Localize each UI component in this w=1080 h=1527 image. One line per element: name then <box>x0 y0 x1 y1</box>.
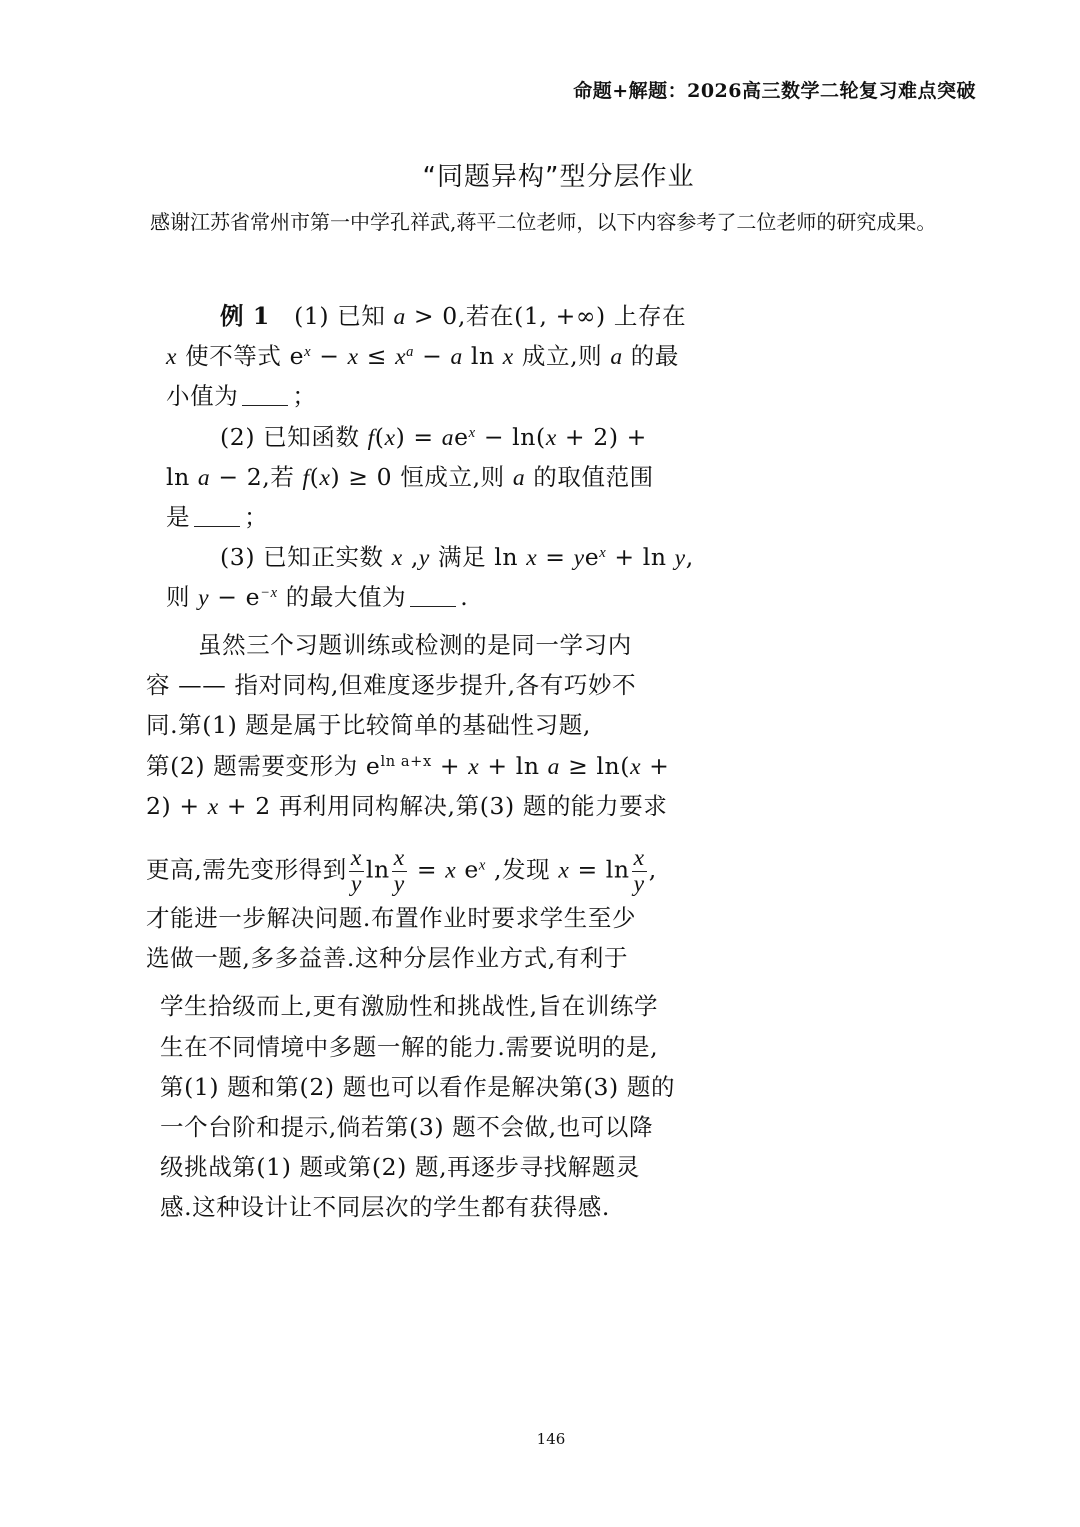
analysis-line-12: 一个台阶和提示,倘若第(3) 题不会做,也可以降 <box>160 1113 654 1141</box>
example-line-5: ln a − 2,若 f(x) ≥ 0 恒成立,则 a 的取值范围 <box>166 463 654 491</box>
document-title: “同题异构”型分层作业 <box>422 162 695 192</box>
analysis-line-11: 第(1) 题和第(2) 题也可以看作是解决第(3) 题的 <box>160 1073 676 1101</box>
analysis-line-4: 第(2) 题需要变形为 $e^{ln a+x} + x + \ln a \ge \ln(x$ + <box>146 752 670 780</box>
fraction-x-over-y: $\frac{x}{y}$ <box>350 845 362 897</box>
fraction-x-over-y: $\frac{x}{y}$ <box>393 845 405 897</box>
answer-blank-2 <box>194 504 240 527</box>
example-line-1: 例 1 (1) 已知 a > 0,若在(1, +∞) 上存在 <box>220 302 687 330</box>
example-line-6: 是 ； <box>166 503 269 531</box>
analysis-line-14: 感.这种设计让不同层次的学生都有获得感. <box>160 1193 610 1221</box>
analysis-line-7: 才能进一步解决问题.布置作业时要求学生至少 <box>146 904 637 932</box>
analysis-line-1: 虽然三个习题训练或检测的是同一学习内 <box>198 631 632 659</box>
analysis-line-8: 选做一题,多多益善.这种分层作业方式,有利于 <box>146 944 629 972</box>
analysis-line-13: 级挑战第(1) 题或第(2) 题,再逐步寻找解题灵 <box>160 1153 640 1181</box>
example-label: 例 1 <box>220 302 270 330</box>
analysis-line-2: 容 —— 指对同构,但难度逐步提升,各有巧妙不 <box>146 671 637 699</box>
answer-blank-1 <box>242 383 288 406</box>
running-header: 命题+解题：2026高三数学二轮复习难点突破 <box>573 80 976 102</box>
example-line-2: x 使不等式 $e^x - x \le x^a - a$ ln x 成立,则 a 的最 <box>166 342 679 370</box>
example-line-3: 小值为 ； <box>166 382 317 410</box>
analysis-line-10: 生在不同情境中多题一解的能力.需要说明的是, <box>160 1033 659 1061</box>
fraction-x-over-y: $\frac{x}{y}$ <box>633 845 645 897</box>
analysis-line-5: 2) + x + 2 再利用同构解决,第(3) 题的能力要求 <box>146 792 668 820</box>
example-line-4: (2) 已知函数 $f(x) = ae^x - \ln(x + 2)$ + <box>220 423 647 451</box>
answer-blank-3 <box>410 584 456 607</box>
example-line-7: (3) 已知正实数 x ,y 满足 $\ln x = ye^x + \ln y$, <box>220 543 694 571</box>
analysis-line-9: 学生拾级而上,更有激励性和挑战性,旨在训练学 <box>160 992 659 1020</box>
page-number: 146 <box>536 1430 566 1448</box>
analysis-line-6: 更高,需先变形得到 $\frac{x}{y}$ ln $\frac{x}{y}$ = x $e^x$ ,发现 x = ln $\frac{x}{y}$ , <box>146 845 657 897</box>
acknowledgement-paragraph: 感谢江苏省常州市第一中学孔祥武,蒋平二位老师，以下内容参考了二位老师的研究成果。 <box>150 210 937 234</box>
analysis-line-3: 同.第(1) 题是属于比较简单的基础性习题, <box>146 711 591 739</box>
example-line-8: 则 $y - e^{-x}$ 的最大值为 . <box>166 583 469 611</box>
